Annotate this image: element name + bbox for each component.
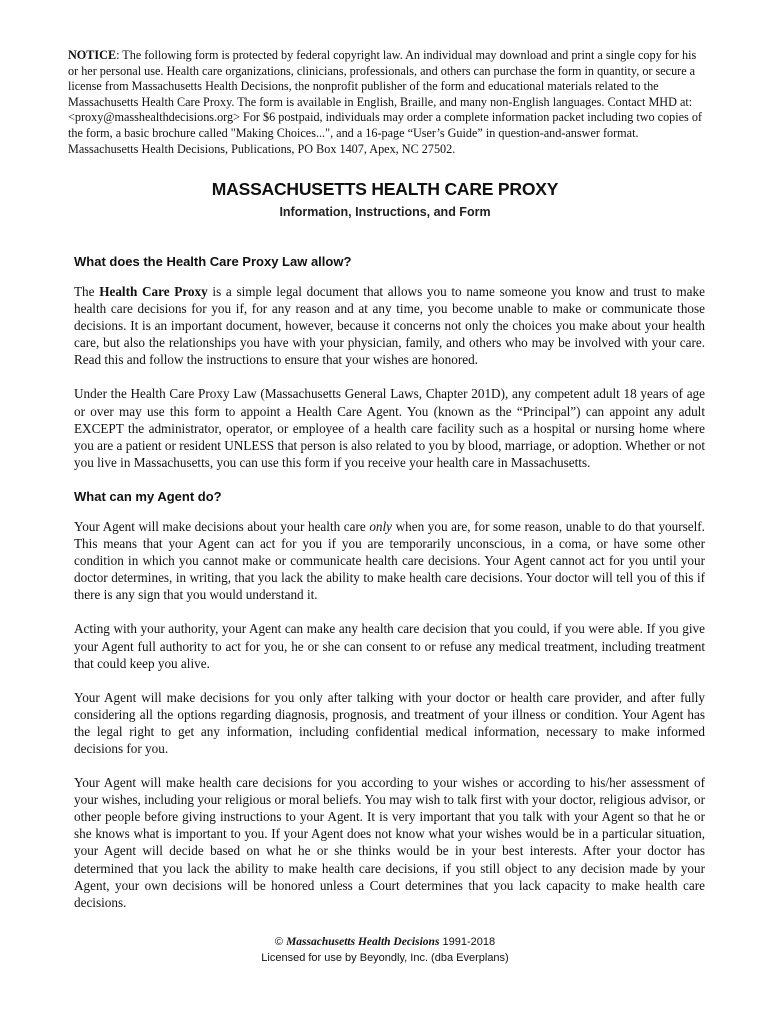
paragraph-text: is a simple legal document that allows you to name someone you know and trust to make health care decisions for you if, for any reason and at any time, you become unable to make or communicate those decisions. It is an important document, however, because it concerns not only the choices you make about your health care, but also the relationships you have with your physician, family, and others who may be involved with your care. Read this and follow the instructions to ensure that your wishes are honored.: [74, 284, 705, 368]
document-subtitle: Information, Instructions, and Form: [279, 205, 491, 219]
paragraph-text: The: [74, 284, 100, 299]
title-block: [0, 178, 770, 220]
paragraph-agent-when: [74, 518, 705, 603]
copyright-symbol: ©: [274, 936, 283, 948]
paragraph-text: when you are, for some reason, unable to do that yourself. This means that your Agent can act for you if you are temporarily unconscious, in a coma, or have some other condition in which you cannot make or communicate health care decisions. Your Agent cannot act for you until your doctor determines, in writing, that you lack the ability to make health care decisions. Your doctor will tell you of this if there is any sign that you would understand it.: [74, 518, 705, 603]
paragraph-agent-authority: Acting with your authority, your Agent can make any health care decision that you could, if you were able. If you give your Agent full authority to act for you, he or she can consent to or refuse any medical treatment, including treatment that could keep you alive.: [74, 621, 705, 671]
paragraph-agent-consult: Your Agent will make decisions for you only after talking with your doctor or health care provider, and after fully considering all the options regarding diagnosis, prognosis, and treatment of your illness or condition. Your Agent has the legal right to get any information, including confidential medical information, necessary to make informed decisions for you.: [74, 689, 705, 756]
copyright-notice: [68, 48, 708, 157]
notice-label: NOTICE: [68, 48, 117, 62]
paragraph-law-eligibility: Under the Health Care Proxy Law (Massachusetts General Laws, Chapter 201D), any competent adult 18 years of age or over may use this form to appoint a Health Care Agent. You (known as the “Principal”) can appoint any adult EXCEPT the administrator, operator, or employee of a health care facility such as a hospital or nursing home where you are a patient or resident UNLESS that person is also related to you by blood, marriage, or adoption. Whether or not you live in Massachusetts, you can use this form if you receive your health care in Massachusetts.: [74, 386, 705, 470]
section-heading-agent: What can my Agent do?: [74, 488, 222, 504]
document-title: MASSACHUSETTS HEALTH CARE PROXY: [211, 179, 559, 199]
paragraph-italic-term: only: [369, 518, 393, 534]
paragraph-agent-wishes: Your Agent will make health care decisions for you according to your wishes or according to his/her assessment of your wishes, including your religious or moral beliefs. You may wish to talk first with your doctor, religious advisor, or other people before giving instructions to your Agent. It is very important that you talk with your Agent so that he or she knows what is important to you. If your Agent does not know what your wishes would be in a particular situation, your Agent will decide based on what he or she thinks would be in your best interests. After your doctor has determined that you lack the ability to make health care decisions, if you still object to any decision made by your Agent, your own decisions will be honored unless a Court determines that you lack capacity to make health care decisions.: [74, 775, 705, 910]
document-body: [74, 253, 705, 928]
footer-organization: Massachusetts Health Decisions: [286, 936, 440, 948]
page-footer: [0, 934, 770, 966]
footer-copyright: [0, 934, 770, 950]
paragraph-text: Your Agent will make decisions about your health care: [74, 518, 370, 534]
paragraph-bold-term: Health Care Proxy: [99, 284, 208, 299]
footer-license: Licensed for use by Beyondly, Inc. (dba Everplans): [261, 952, 509, 964]
notice-text: : The following form is protected by federal copyright law. An individual may download and print a single copy for his or her personal use. Health care organizations, clinicians, professionals, and others can purchase the form in quantity, or secure a license from Massachusetts Health Decisions, the nonprofit publisher of the form and educational materials related to the Massachusetts Health Care Proxy. The form is available in English, Braille, and many non-English languages. Contact MHD at: <proxy@masshealthdecisions.org> For $6 postpaid, individuals may order a complete information packet including two copies of the form, a basic brochure called "Making Choices...", and a 16-page “User’s Guide” in question-and-answer format. Massachusetts Health Decisions, Publications, PO Box 1407, Apex, NC 27502.: [68, 48, 702, 156]
footer-years: 1991-2018: [442, 936, 496, 948]
paragraph-law-intro: [74, 283, 705, 368]
section-heading-law: What does the Health Care Proxy Law allow?: [74, 254, 352, 269]
